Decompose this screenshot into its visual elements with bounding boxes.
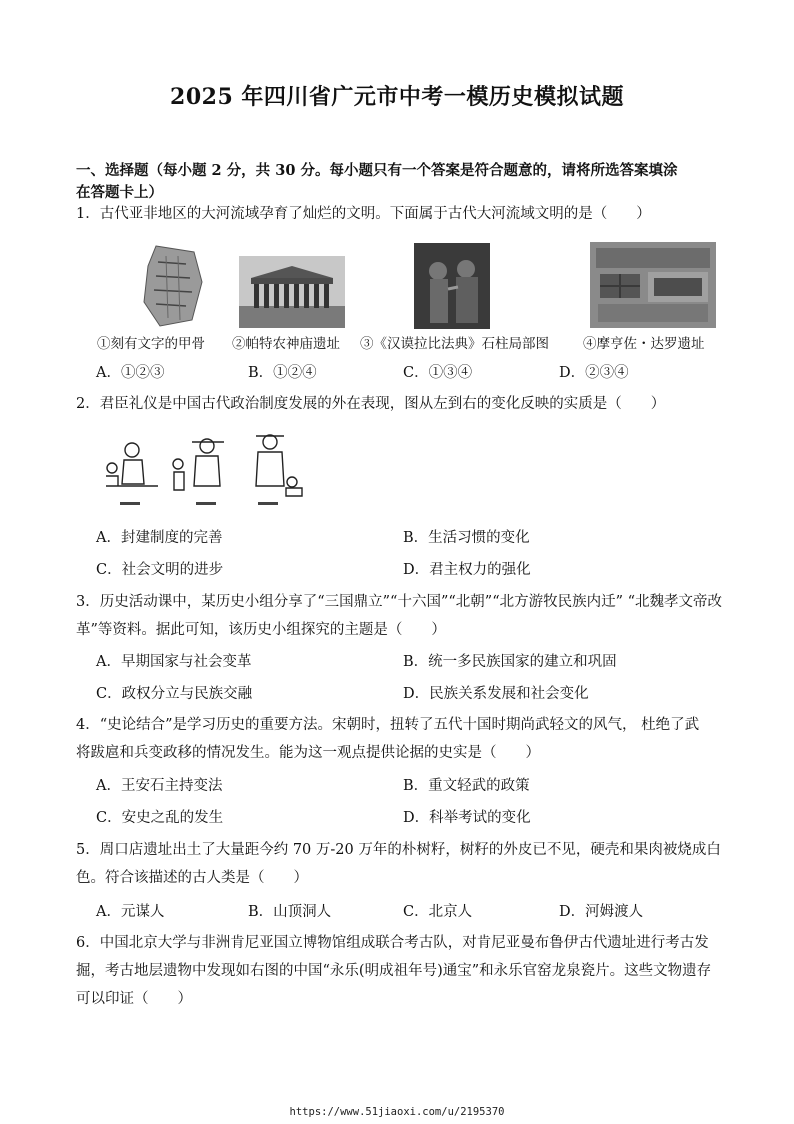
q5-option-a[interactable]: A．元谋人 (96, 904, 165, 920)
page-title: 2025 年四川省广元市中考一模历史模拟试题 (170, 84, 624, 110)
q5-stem-line2: 色。符合该描述的古人类是（ ） (76, 870, 308, 886)
q4-option-c[interactable]: C．安史之乱的发生 (96, 810, 224, 826)
q4-stem-line2: 将跋扈和兵变政移的情况发生。能为这一观点提供论据的史实是（ ） (76, 745, 540, 761)
q4-stem-line1: 4．“史论结合”是学习历史的重要方法。宋朝时，扭转了五代十国时期尚武轻文的风气， 杜绝了武 (76, 717, 700, 733)
q1-option-b[interactable]: B．①②④ (248, 365, 317, 381)
q1-caption-2: ②帕特农神庙遗址 (232, 336, 340, 352)
q6-stem-line3: 可以印证（ ） (76, 991, 192, 1007)
q5-option-d[interactable]: D．河姆渡人 (559, 904, 644, 920)
q2-option-d[interactable]: D．君主权力的强化 (403, 562, 531, 578)
section-heading (76, 160, 726, 204)
q2-option-a[interactable]: A．封建制度的完善 (96, 530, 223, 546)
court-etiquette-image (92, 424, 306, 514)
q1-caption-3: ③《汉谟拉比法典》石柱局部图 (360, 336, 549, 352)
q6-stem-line1: 6．中国北京大学与非洲肯尼亚国立博物馆组成联合考古队，对肯尼亚曼布鲁伊古代遗址进行考古发 (76, 935, 709, 951)
q4-option-d[interactable]: D．科举考试的变化 (403, 810, 531, 826)
q1-caption-1: ①刻有文字的甲骨 (97, 336, 205, 352)
q3-option-b[interactable]: B．统一多民族国家的建立和巩固 (403, 654, 617, 670)
q4-stem (76, 711, 726, 767)
q5-option-c[interactable]: C．北京人 (403, 904, 473, 920)
q2-option-b[interactable]: B．生活习惯的变化 (403, 530, 530, 546)
q5-stem-line1: 5．周口店遗址出土了大量距今约 70 万-20 万年的朴树籽，树籽的外皮已不见，硬壳和果肉被烧成白 (76, 842, 721, 858)
q3-stem-line1: 3．历史活动课中，某历史小组分享了“三国鼎立”“十六国”“北朝”“北方游牧民族内迁” “北魏孝文帝改 (76, 594, 723, 610)
q6-stem-line2: 掘，考古地层遗物中发现如右图的中国“永乐(明成祖年号)通宝”和永乐官窑龙泉瓷片。这些文物遗存 (76, 963, 712, 979)
q3-option-a[interactable]: A．早期国家与社会变革 (96, 654, 252, 670)
parthenon-image (239, 256, 345, 328)
q1-caption-4: ④摩亨佐・达罗遗址 (583, 336, 705, 352)
q2-option-c[interactable]: C．社会文明的进步 (96, 562, 224, 578)
q6-stem (76, 929, 726, 1013)
q2-stem: 2．君臣礼仪是中国古代政治制度发展的外在表现，图从左到右的变化反映的实质是（ ） (76, 396, 666, 412)
q1-option-c[interactable]: C．①③④ (403, 365, 473, 381)
mohenjo-daro-image (590, 242, 716, 328)
q3-stem (76, 588, 726, 644)
q3-option-c[interactable]: C．政权分立与民族交融 (96, 686, 253, 702)
q4-option-b[interactable]: B．重文轻武的政策 (403, 778, 530, 794)
hammurabi-stele-image (414, 243, 490, 329)
q5-option-b[interactable]: B．山顶洞人 (248, 904, 332, 920)
oracle-bone-image (136, 242, 212, 328)
section-heading-line2: 在答题卡上） (76, 184, 163, 201)
q1-option-d[interactable]: D．②③④ (559, 365, 629, 381)
q4-option-a[interactable]: A．王安石主持变法 (96, 778, 223, 794)
section-heading-line1: 一、选择题（每小题 2 分，共 30 分。每小题只有一个答案是符合题意的，请将所选答案填涂 (76, 162, 678, 179)
q1-stem: 1．古代亚非地区的大河流域孕育了灿烂的文明。下面属于古代大河流域文明的是（ ） (76, 206, 651, 222)
q5-stem (76, 836, 726, 892)
q1-option-a[interactable]: A．①②③ (96, 365, 165, 381)
footer-url[interactable]: https://www.51jiaoxi.com/u/2195370 (289, 1106, 505, 1118)
q3-stem-line2: 革”等资料。据此可知，该历史小组探究的主题是（ ） (76, 622, 446, 638)
q3-option-d[interactable]: D．民族关系发展和社会变化 (403, 686, 589, 702)
